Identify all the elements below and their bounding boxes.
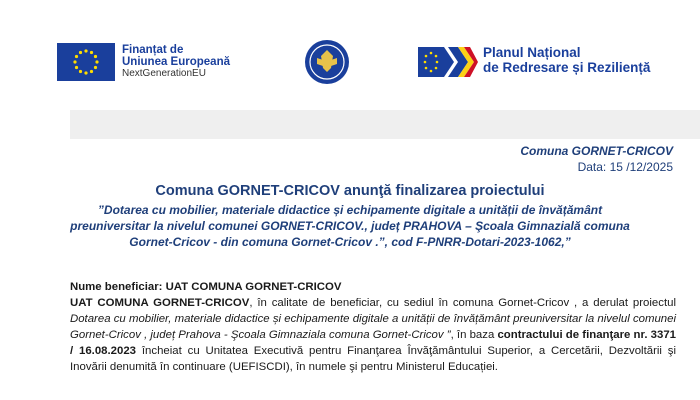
page-title: Comuna GORNET-CRICOV anunţă finalizarea proiectului bbox=[155, 183, 545, 199]
beneficiary-name: UAT COMUNA GORNET-CRICOV bbox=[70, 297, 250, 310]
pnrr-line-2: de Redresare și Reziliență bbox=[483, 60, 651, 75]
paragraph-part-3: încheiat cu Unitatea Executivă pentru Finanţarea Învăţământului Superior, a Cercetării, Dezvoltării şi Inovării denumită în continuare (UEFISCDI), în numele şi pentru Ministerul Educației. bbox=[70, 345, 676, 374]
comuna-name: Comuna GORNET-CRICOV bbox=[520, 144, 673, 158]
paragraph-part-2: , în baza bbox=[450, 329, 498, 342]
pnrr-text bbox=[483, 45, 650, 75]
government-emblem-icon bbox=[303, 38, 351, 86]
header-band bbox=[70, 110, 700, 139]
document-date: Data: 15 /12/2025 bbox=[577, 160, 673, 174]
pnrr-flags-icon bbox=[418, 45, 478, 79]
eu-flag-icon bbox=[57, 43, 115, 81]
eu-line-3: NextGenerationEU bbox=[122, 68, 206, 79]
main-paragraph bbox=[70, 295, 676, 375]
pnrr-line-1: Planul Național bbox=[483, 45, 581, 60]
header-info bbox=[520, 143, 673, 175]
document-body bbox=[70, 279, 676, 376]
beneficiary-label: Nume beneficiar: UAT COMUNA GORNET-CRICOV bbox=[70, 281, 342, 293]
project-name-italic: Dotarea cu mobilier, materiale didactice și echipamente digitale a unității de învățământ preuniversitar la nivelul comunei Gornet-Cricov , județ Prahova - Şcoala Gimnaziala comuna Gornet-Cricov ” bbox=[70, 313, 676, 342]
eu-funding-text bbox=[122, 44, 230, 80]
logo-bar bbox=[0, 0, 700, 100]
eu-line-1: Finanțat de bbox=[122, 44, 184, 56]
project-title: ”Dotarea cu mobilier, materiale didactice și echipamente digitale a unității de învățământ preuniversitar la nivelul comunei GORNET-CRICOV., județ PRAHOVA – Şcoala Gimnazială comuna Gornet-Cricov - din comuna Gornet-Cricov .”, cod F-PNRR-Dotari-2023-1062,” bbox=[70, 203, 630, 249]
eu-line-2: Uniunea Europeană bbox=[122, 56, 230, 68]
contract-reference: contractului de finanţare nr. 3371 / 16.08.2023 bbox=[70, 329, 676, 358]
paragraph-part-1: , în calitate de beneficiar, cu sediul în comuna Gornet-Cricov , a derulat proiectul bbox=[249, 297, 676, 310]
